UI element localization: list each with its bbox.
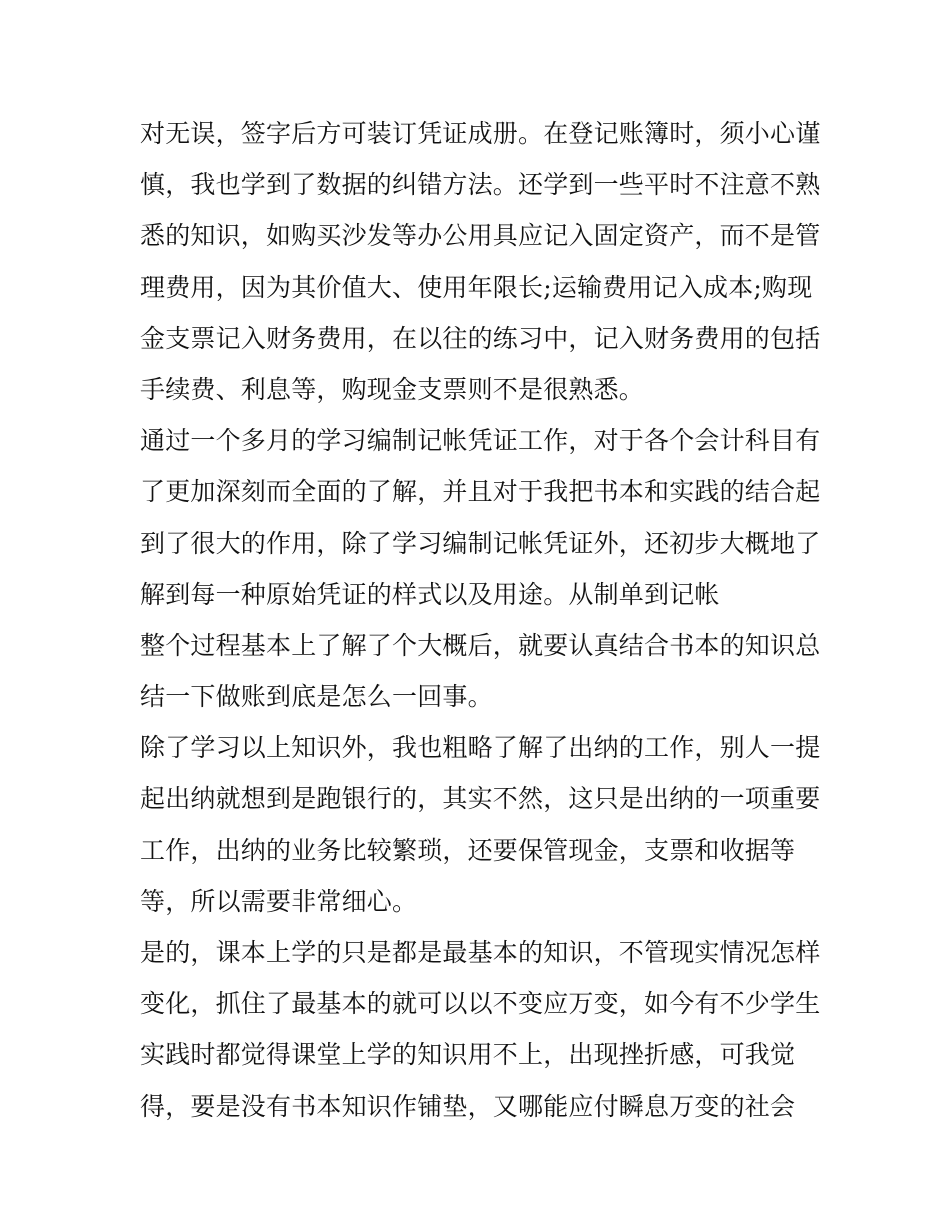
text-line: 变化，抓住了最基本的就可以以不变应万变，如今有不少学生 <box>140 989 821 1019</box>
text-line: 手续费、利息等，购现金支票则不是很熟悉。 <box>140 374 645 404</box>
text-line: 结一下做账到底是怎么一回事。 <box>140 682 493 712</box>
body-text <box>140 108 830 1132</box>
text-line: 等，所以需要非常细心。 <box>140 886 418 916</box>
text-line: 得，要是没有书本知识作铺垫，又哪能应付瞬息万变的社会 <box>140 1091 796 1121</box>
text-line: 对无误，签字后方可装订凭证成册。在登记账簿时，须小心谨 <box>140 119 821 148</box>
text-line: 金支票记入财务费用，在以往的练习中，记入财务费用的包括 <box>140 323 821 353</box>
text-line: 理费用，因为其价值大、使用年限长;运输费用记入成本;购现 <box>140 272 813 302</box>
text-line: 整个过程基本上了解了个大概后，就要认真结合书本的知识总 <box>140 630 821 660</box>
text-line: 工作，出纳的业务比较繁琐，还要保管现金，支票和收据等 <box>140 835 796 865</box>
text-line: 通过一个多月的学习编制记帐凭证工作，对于各个会计科目有 <box>140 426 821 456</box>
text-line: 是的，课本上学的只是都是最基本的知识，不管现实情况怎样 <box>140 938 821 967</box>
text-line: 除了学习以上知识外，我也粗略了解了出纳的工作，别人一提 <box>140 733 821 763</box>
text-line: 了更加深刻而全面的了解，并且对于我把书本和实践的结合起 <box>140 477 821 507</box>
text-line: 慎，我也学到了数据的纠错方法。还学到一些平时不注意不熟 <box>140 170 821 200</box>
text-line: 悉的知识，如购买沙发等办公用具应记入固定资产，而不是管 <box>140 221 821 251</box>
text-line: 实践时都觉得课堂上学的知识用不上，出现挫折感，可我觉 <box>140 1040 796 1070</box>
text-line: 起出纳就想到是跑银行的，其实不然，这只是出纳的一项重要 <box>140 784 821 814</box>
text-line: 到了很大的作用，除了学习编制记帐凭证外，还初步大概地了 <box>140 528 821 558</box>
text-line: 解到每一种原始凭证的样式以及用途。从制单到记帐 <box>140 579 720 609</box>
